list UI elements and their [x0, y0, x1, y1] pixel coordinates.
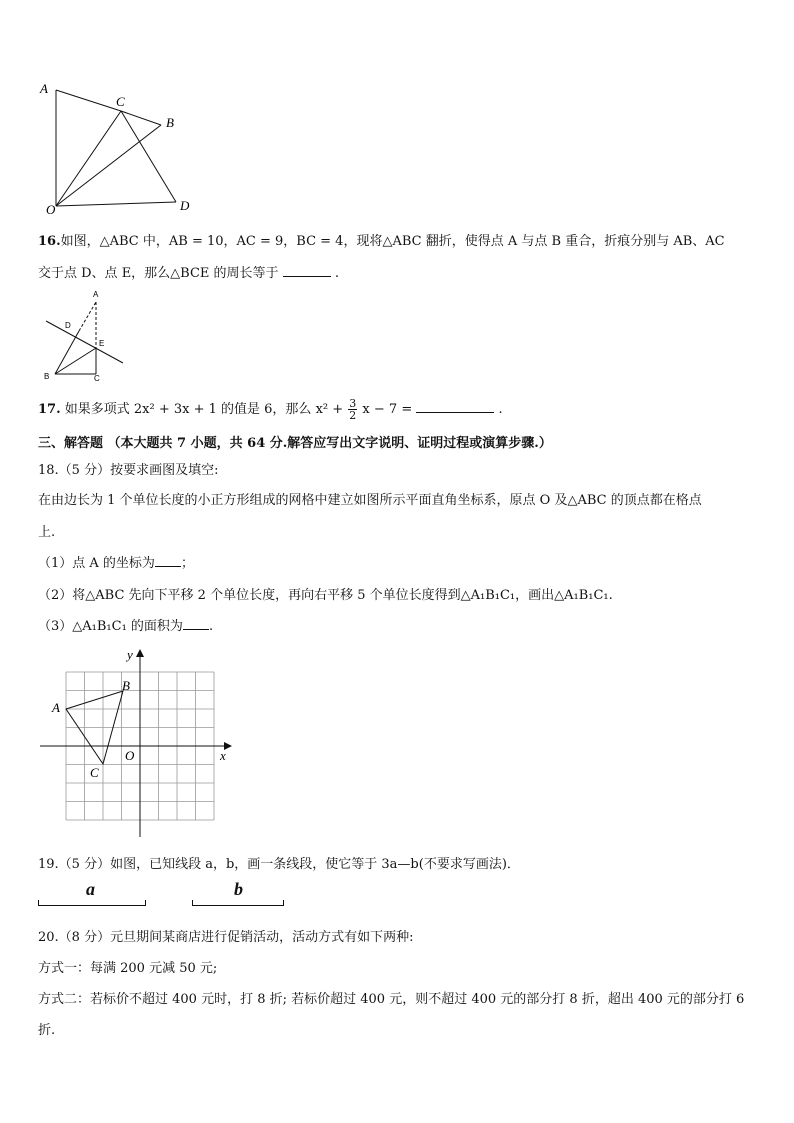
q17-answer-blank[interactable] — [416, 400, 494, 413]
q17-frac-den: 2 — [349, 409, 357, 422]
q18-part1 — [38, 552, 194, 571]
segment-b — [192, 877, 284, 909]
q18-part3-blank[interactable] — [183, 617, 209, 630]
section-3-heading: 三、解答题 （本大题共 7 小题，共 64 分.解答应写出文字说明、证明过程或演算步骤.） — [38, 436, 552, 451]
q18-part1-blank[interactable] — [155, 554, 181, 567]
q16-label-C: C — [94, 374, 100, 383]
q18-part3-end: . — [208, 619, 214, 634]
q18-part3 — [38, 615, 213, 634]
q18-part3-text: （3）△A₁B₁C₁ 的面积为 — [38, 619, 183, 634]
q20-way2-line1: 方式二：若标价不超过 400 元时，打 8 折; 若标价超过 400 元，则不超过 400 元的部分打 8 折，超出 400 元的部分打 6 — [38, 992, 745, 1007]
q16-label-A: A — [93, 290, 99, 299]
q16-label-B: B — [44, 372, 50, 381]
grid-label-y: y — [127, 647, 133, 662]
grid-label-C: C — [90, 765, 99, 780]
q17-line — [38, 398, 503, 421]
q17-text-post: x − 7 = — [362, 402, 413, 417]
q20-way2-line2: 折. — [38, 1023, 56, 1038]
q18-desc-line1: 在由边长为 1 个单位长度的小正方形组成的网格中建立如图所示平面直角坐标系，原点 O 及△ABC 的顶点都在格点 — [38, 493, 702, 508]
label-D: D — [180, 198, 190, 213]
q16-line1 — [38, 230, 725, 249]
q16-period: . — [334, 266, 339, 281]
q16-label-E: E — [99, 339, 105, 348]
q16-label-D: D — [65, 321, 71, 330]
figure-quadrilateral — [36, 78, 206, 218]
grid-label-x: x — [220, 748, 226, 763]
q17-frac-num: 3 — [349, 397, 357, 410]
q16-line2 — [38, 262, 339, 281]
label-A: A — [40, 81, 48, 96]
grid-label-A: A — [52, 700, 60, 715]
q18-desc-line2: 上. — [38, 525, 56, 540]
figure-coordinate-grid — [36, 645, 241, 840]
q18-part2: （2）将△ABC 先向下平移 2 个单位长度，再向右平移 5 个单位长度得到△A₁B₁C₁，画出△A₁B₁C₁. — [38, 588, 613, 603]
q16-text-line1: 如图，△ABC 中，AB = 10，AC = 9，BC = 4，现将△ABC 翻折，使得点 A 与点 B 重合，折痕分别与 AB、AC — [60, 234, 725, 249]
q18-head: 18.（5 分）按要求画图及填空: — [38, 463, 219, 478]
q18-part1-end: ； — [180, 556, 194, 571]
segment-b-label: b — [234, 879, 243, 899]
q16-answer-blank[interactable] — [283, 264, 331, 277]
label-O: O — [46, 202, 56, 217]
q16-number: 16. — [38, 234, 61, 249]
q17-fraction — [348, 398, 357, 421]
grid-label-B: B — [122, 678, 130, 693]
q17-text-pre: 如果多项式 2x² + 3x + 1 的值是 6，那么 x² + — [64, 402, 344, 417]
q18-part1-text: （1）点 A 的坐标为 — [38, 556, 155, 571]
q19-text: 19.（5 分）如图，已知线段 a，b，画一条线段，使它等于 3a—b(不要求写画法)． — [38, 857, 520, 872]
q20-way1: 方式一：每满 200 元减 50 元; — [38, 961, 218, 976]
segment-a — [38, 877, 146, 909]
label-B: B — [166, 115, 174, 130]
figure-q16-triangle — [38, 288, 133, 383]
segment-a-label: a — [86, 879, 95, 899]
q17-number: 17. — [38, 402, 61, 417]
grid-label-O: O — [125, 748, 135, 763]
label-C: C — [116, 94, 125, 109]
q20-head: 20.（8 分）元旦期间某商店进行促销活动，活动方式有如下两种: — [38, 930, 414, 945]
q16-text-line2: 交于点 D、点 E，那么△BCE 的周长等于 — [38, 266, 279, 281]
q17-period: . — [498, 402, 503, 417]
